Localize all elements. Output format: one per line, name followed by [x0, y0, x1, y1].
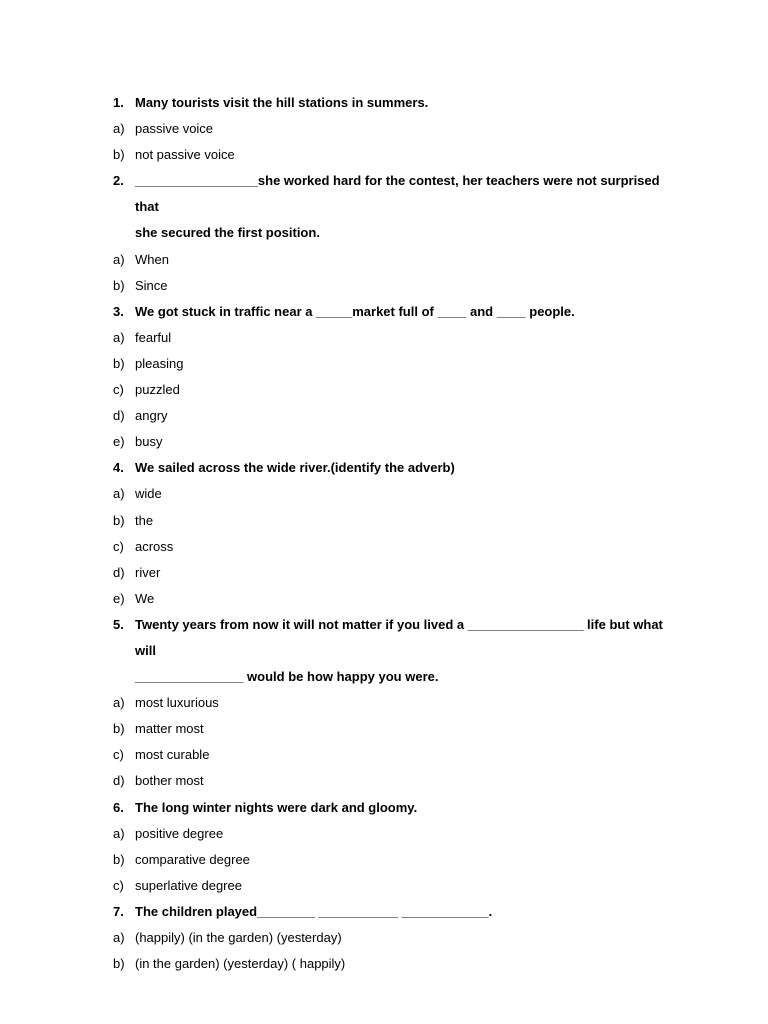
option-3b	[113, 351, 673, 377]
option-letter: d)	[113, 408, 125, 424]
option-text: fearful	[135, 329, 172, 345]
option-text: most curable	[135, 747, 210, 763]
option-5b	[113, 716, 673, 742]
option-letter: b)	[113, 355, 125, 371]
option-6b	[113, 847, 673, 873]
option-6c	[113, 873, 673, 899]
question-2	[113, 168, 673, 220]
option-letter: b)	[113, 721, 125, 737]
question-3	[113, 299, 673, 325]
option-letter: b)	[113, 512, 125, 528]
option-letter: c)	[113, 747, 124, 763]
option-letter: b)	[113, 277, 125, 293]
question-text: The children played________ ___________ ____________.	[135, 903, 493, 919]
option-letter: a)	[113, 329, 125, 345]
question-1	[113, 90, 673, 116]
option-text: passive voice	[135, 121, 214, 137]
option-text: bother most	[135, 773, 204, 789]
question-number: 7.	[113, 903, 124, 919]
option-letter: a)	[113, 695, 125, 711]
question-text: _________________she worked hard for the contest, her teachers were not surprised that	[135, 173, 660, 215]
option-letter: c)	[113, 538, 124, 554]
option-text: (in the garden) (yesterday) ( happily)	[135, 956, 346, 972]
option-text: the	[135, 512, 154, 528]
option-letter: e)	[113, 590, 125, 606]
question-text: The long winter nights were dark and gloomy.	[135, 799, 418, 815]
question-7	[113, 899, 673, 925]
option-1b	[113, 142, 673, 168]
option-letter: b)	[113, 147, 125, 163]
option-4e	[113, 586, 673, 612]
option-letter: a)	[113, 251, 125, 267]
option-3e	[113, 429, 673, 455]
option-text: puzzled	[135, 382, 180, 398]
option-text: When	[135, 251, 169, 267]
option-text: pleasing	[135, 355, 184, 371]
option-3c	[113, 377, 673, 403]
question-4	[113, 455, 673, 481]
question-number: 3.	[113, 303, 124, 319]
option-letter: d)	[113, 773, 125, 789]
option-2b	[113, 273, 673, 299]
question-number: 4.	[113, 460, 124, 476]
option-text: river	[135, 564, 161, 580]
question-number: 1.	[113, 95, 124, 110]
question-text: Twenty years from now it will not matter if you lived a ________________ life but what will	[135, 616, 663, 658]
option-text: superlative degree	[135, 877, 242, 893]
option-letter: a)	[113, 121, 125, 137]
quiz-list	[113, 90, 673, 977]
option-5c	[113, 742, 673, 768]
option-letter: a)	[113, 825, 125, 841]
option-letter: a)	[113, 486, 125, 502]
option-4d	[113, 560, 673, 586]
option-3a	[113, 325, 673, 351]
question-2-continuation: she secured the first position.	[135, 225, 320, 241]
option-4b	[113, 508, 673, 534]
option-1a	[113, 116, 673, 142]
option-letter: c)	[113, 382, 124, 398]
option-text: busy	[135, 434, 163, 450]
option-letter: a)	[113, 930, 125, 945]
option-5d	[113, 768, 673, 794]
option-text: angry	[135, 408, 168, 424]
question-6	[113, 795, 673, 821]
question-number: 5.	[113, 616, 124, 632]
option-text: Since	[135, 277, 168, 293]
question-text: Many tourists visit the hill stations in summers.	[135, 95, 429, 110]
option-letter: e)	[113, 434, 125, 450]
option-letter: b)	[113, 956, 125, 972]
question-5-continuation: _______________ would be how happy you were.	[135, 669, 439, 685]
option-7a	[113, 925, 673, 951]
question-text: We got stuck in traffic near a _____market full of ____ and ____ people.	[135, 303, 575, 319]
option-letter: b)	[113, 851, 125, 867]
option-2a	[113, 247, 673, 273]
option-7b	[113, 951, 673, 977]
question-number: 2.	[113, 173, 124, 189]
option-text: wide	[135, 486, 162, 502]
option-3d	[113, 403, 673, 429]
option-6a	[113, 821, 673, 847]
question-text: We sailed across the wide river.(identify the adverb)	[135, 460, 455, 476]
option-text: We	[135, 590, 155, 606]
option-letter: c)	[113, 877, 124, 893]
option-text: positive degree	[135, 825, 224, 841]
question-5	[113, 612, 673, 664]
option-5a	[113, 690, 673, 716]
option-text: not passive voice	[135, 147, 235, 163]
option-text: matter most	[135, 721, 204, 737]
option-text: across	[135, 538, 174, 554]
option-4c	[113, 534, 673, 560]
option-text: most luxurious	[135, 695, 219, 711]
question-number: 6.	[113, 799, 124, 815]
option-text: comparative degree	[135, 851, 250, 867]
option-4a	[113, 481, 673, 507]
option-text: (happily) (in the garden) (yesterday)	[135, 930, 342, 945]
option-letter: d)	[113, 564, 125, 580]
